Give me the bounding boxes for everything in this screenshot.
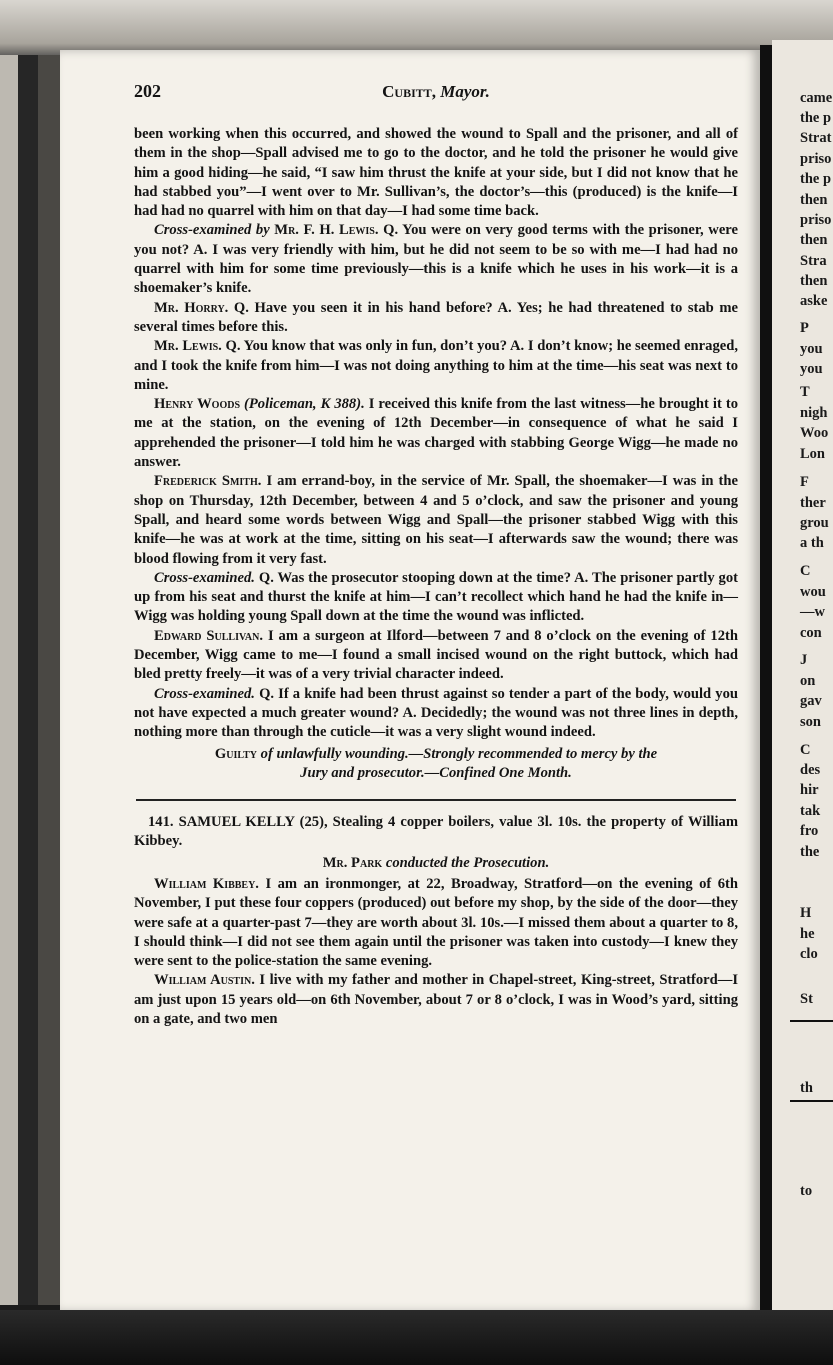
facing-page-text: then (800, 232, 828, 248)
facing-page-text: F (800, 474, 809, 490)
witness-name: William Kibbey. (154, 875, 259, 892)
facing-page-text: you (800, 341, 823, 357)
facing-page-text: he (800, 926, 815, 942)
facing-page-text: nigh (800, 405, 828, 421)
cross-exam-lead: Cross-examined. (154, 685, 255, 702)
facing-page-text: Stra (800, 253, 827, 269)
facing-page-text: priso (800, 212, 832, 228)
running-head (134, 82, 738, 101)
paragraph (134, 472, 738, 568)
paragraph (134, 685, 738, 743)
paragraph (134, 875, 738, 971)
verdict (134, 745, 738, 784)
facing-page-text: a th (800, 535, 824, 551)
cross-exam-lead: Cross-examined by (154, 222, 270, 239)
paragraph (134, 971, 738, 1029)
paragraph (134, 569, 738, 627)
facing-page-text: priso (800, 151, 832, 167)
facing-page-text: clo (800, 946, 818, 962)
counsel-name: Mr. Park (322, 854, 383, 871)
facing-page-rule (790, 1100, 833, 1102)
testimony-text: I am a surgeon at Ilford—between 7 and 8 o’clock on the evening of 12th December, Wigg came to me—I found a small incised wound on the right buttock, which had bled pretty freely—it was of a very trivial character indeed. (134, 627, 738, 683)
testimony-text: I am an ironmonger, at 22, Broadway, Stratford—on the evening of 6th November, I put these four coppers (produced) out before my shop, by the side of the door—they were safe at a quarter-past 7—they are worth about 3l. 10s.—I missed them about a quarter to 8, I should think—I did not see them again until the prisoner was taken into custody—I knew they were sent to the police-station the same evening. (134, 875, 738, 970)
witness-name: Henry Woods (154, 396, 241, 413)
facing-page-text: con (800, 625, 822, 641)
facing-page-text: des (800, 762, 821, 778)
page-text (134, 82, 738, 1029)
facing-page-text: th (800, 1080, 813, 1096)
paragraph (134, 299, 738, 338)
facing-page-text: gav (800, 693, 822, 709)
running-head-name: Cubitt, (382, 82, 437, 101)
witness-role: (Policeman, K 388). (244, 396, 365, 413)
facing-page-text: ther (800, 495, 826, 511)
testimony-text: Q. Have you seen it in his hand before? A. Yes; he had threatened to stab me several times before this. (134, 299, 739, 335)
witness-name: William Austin. (154, 972, 255, 989)
verdict-line-1: of unlawfully wounding.—Strongly recommended to mercy by the (260, 745, 658, 762)
testimony-text: I received this knife from the last witness—he brought it to me at the station, on the evening of 12th December—in consequence of what he said I apprehended the prisoner—I told him he was charged with stabbing George Wigg—he made no answer. (134, 396, 738, 471)
facing-page-text: then (800, 273, 828, 289)
facing-page-text: C (800, 742, 811, 758)
testimony-text: I am errand-boy, in the service of Mr. Spall, the shoemaker—I was in the shop on Thursday, 12th December, between 4 and 5 o’clock, and saw the prisoner and young Spall, and heard some words between Wigg and Spall—the prisoner stabbed Wigg with this knife—he was at work at the time, sitting on his seat—I afterwards saw the wound; there was blood flowing from it very fast. (134, 473, 738, 567)
verdict-word: Guilty (214, 745, 257, 762)
facing-page-text: Woo (800, 425, 829, 441)
facing-page-text: on (800, 673, 816, 689)
facing-page-text: Strat (800, 130, 832, 146)
speaker-name: Mr. Lewis. (154, 338, 222, 355)
facing-page-text: fro (800, 823, 819, 839)
book-spine (0, 55, 60, 1305)
facing-page-text: wou (800, 584, 826, 600)
facing-page-text: son (800, 714, 821, 730)
paragraph (134, 337, 738, 395)
facing-page-text: the (800, 844, 820, 860)
testimony-text: I live with my father and mother in Chapel-street, King-street, Stratford—I am just upon 15 years old—on 6th November, about 7 or 8 o’clock, I was in Wood’s yard, sitting on a gate, and two men (134, 972, 738, 1028)
facing-page-text: the p (800, 110, 832, 126)
prosecution-text: conducted the Prosecution. (385, 854, 550, 871)
facing-page-text: —w (800, 604, 825, 620)
facing-page-text: Lon (800, 446, 825, 462)
scan-bottom-edge (0, 1310, 833, 1365)
page-number: 202 (134, 81, 161, 101)
facing-page-text: grou (800, 515, 829, 531)
facing-page-text: aske (800, 293, 828, 309)
section-rule (136, 799, 736, 801)
cross-exam-lead: Cross-examined. (154, 569, 255, 586)
facing-page-text: P (800, 320, 809, 336)
facing-page-text: you (800, 361, 823, 377)
facing-page-text: C (800, 563, 811, 579)
witness-name: Edward Sullivan. (154, 627, 264, 644)
facing-page-fragment (772, 40, 833, 1320)
case-heading: 141. SAMUEL KELLY (25), Stealing 4 copper boilers, value 3l. 10s. the property of William Kibbey. (134, 814, 738, 850)
prosecution-note (134, 854, 738, 873)
page-header (134, 82, 738, 108)
testimony-text: Q. You know that was only in fun, don’t you? A. I don’t know; he seemed enraged, and I took the knife from him—I was not doing anything to him at the time—his seat was next to mine. (134, 338, 738, 393)
testimony-text: Q. If a knife had been thrust against so tender a part of the body, would you not have expected a much greater wound? A. Decidedly; the wound was not three lines in depth, nothing more than through the cuticle—it was a very slight wound indeed. (134, 685, 738, 741)
facing-page-text: to (800, 1183, 813, 1199)
facing-page-text: T (800, 384, 810, 400)
facing-page-text: came (800, 90, 833, 106)
verdict-line-2: Jury and prosecutor.—Confined One Month. (300, 764, 572, 781)
speaker-name: Mr. F. H. Lewis. (274, 222, 379, 239)
paragraph (134, 221, 738, 298)
facing-page-text: J (800, 652, 808, 668)
facing-page-text: H (800, 905, 812, 921)
facing-page-text: the p (800, 171, 832, 187)
testimony-text: Q. Was the prosecutor stooping down at the time? A. The prisoner partly got up from his seat and thurst the knife at him—I can’t recollect which hand he had the knife in—Wigg was holding young Spall down at the time the wound was inflicted. (134, 569, 738, 625)
paragraph: been working when this occurred, and showed the wound to Spall and the prisoner, and all of them in the shop—Spall advised me to go to the doctor, and he told the prisoner he would give him a good hiding—he said, “I saw him thrust the knife at your side, but I did not know that he had stabbed you”—I went over to Mr. Sullivan’s, the doctor’s—this (produced) is the knife—I had had no quarrel with him on that day—I had some time back. (134, 126, 738, 220)
running-head-title: Mayor. (440, 82, 490, 101)
speaker-name: Mr. Horry. (154, 299, 229, 316)
page-gutter (760, 45, 772, 1317)
facing-page-text: St (800, 991, 813, 1007)
facing-page-text: then (800, 192, 828, 208)
witness-name: Frederick Smith. (154, 473, 262, 490)
paragraph (134, 395, 738, 472)
facing-page-rule (790, 1020, 833, 1022)
testimony-text: Q. You were on very good terms with the prisoner, were you not? A. I was very friendly with him, but he did not seem to be so with me—I had had no quarrel with him for some time previously—this is a knife which he uses in his work—it is a shoemaker’s knife. (134, 222, 738, 297)
facing-page-text: tak (800, 803, 821, 819)
paragraph (134, 627, 738, 685)
facing-page-text: hir (800, 782, 819, 798)
